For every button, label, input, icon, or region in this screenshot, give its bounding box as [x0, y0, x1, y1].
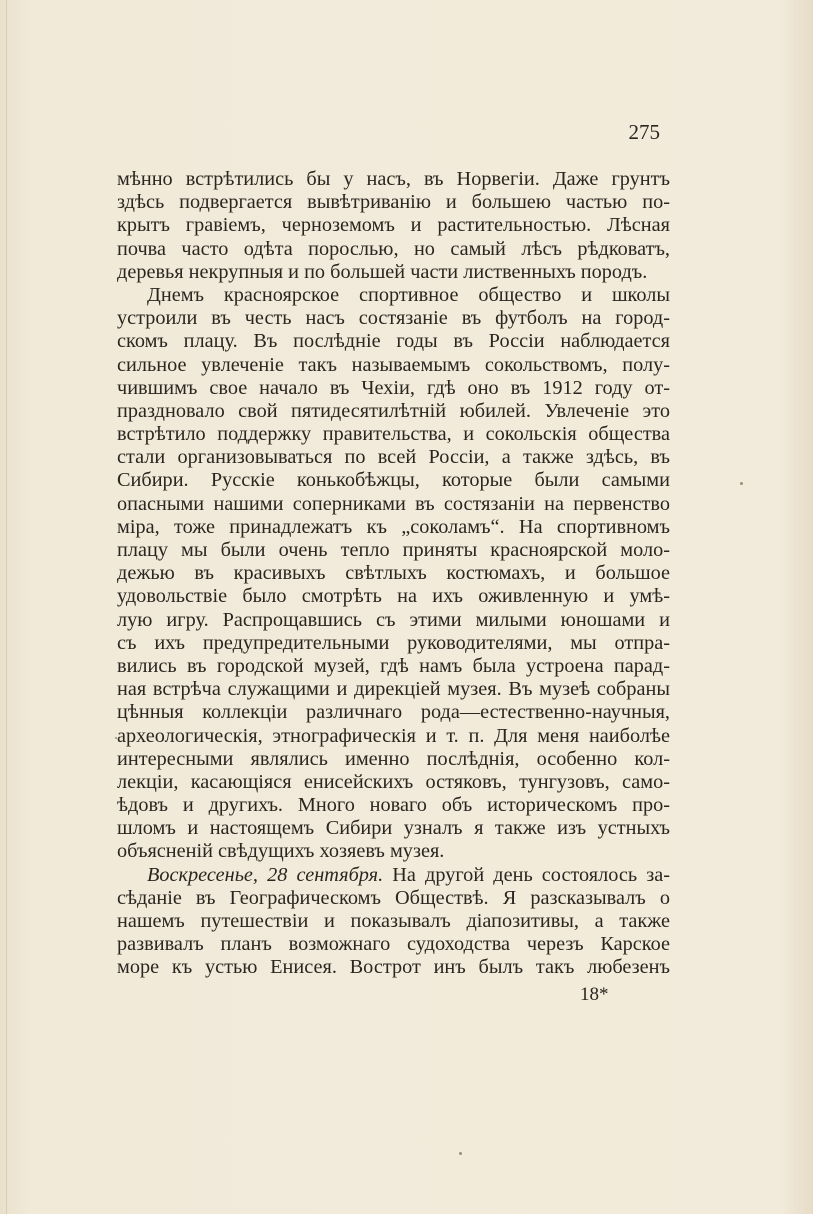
- text-line: здѣсь подвергается вывѣтриванію и большею частью по-: [117, 191, 670, 214]
- text-line: опасными нашими соперниками въ состязаніи на первенство: [117, 492, 670, 515]
- page-number: 275: [628, 120, 660, 144]
- text-line: дежью въ красивыхъ свѣтлыхъ костюмахъ, и большое: [117, 562, 670, 585]
- date-heading: Воскресенье, 28 сентября.: [147, 863, 384, 886]
- body-text: [117, 168, 670, 980]
- text-line: праздновало свой пятидесятилѣтній юбилей. Увлеченіе это: [117, 399, 670, 422]
- text-line: сѣданіе въ Географическомъ Обществѣ. Я разсказывалъ о: [117, 886, 670, 909]
- text-line: цѣнныя коллекціи различнаго рода—естественно-научныя,: [117, 701, 670, 724]
- text-line: плацу мы были очень тепло приняты красноярской моло-: [117, 539, 670, 561]
- text-line: почва часто одѣта порослью, но самый лѣсъ рѣдковатъ,: [117, 237, 670, 260]
- paper-speck: [459, 1152, 462, 1155]
- page-edge: [6, 0, 7, 1214]
- text-line: лекціи, касающіяся енисейскихъ остяковъ, тунгузовъ, само-: [117, 770, 670, 793]
- printer-signature-mark: 18*: [580, 984, 609, 1005]
- text-line: ѣдовъ и другихъ. Много новаго объ историческомъ про-: [117, 794, 670, 817]
- text-line: встрѣтило поддержку правительства, и сокольскія общества: [117, 423, 670, 446]
- text-line: деревья некрупныя и по большей части лиственныхъ породъ.: [117, 260, 648, 283]
- text-line: сильное увлеченіе такъ называемымъ сокольствомъ, полу-: [117, 353, 670, 376]
- text-line: стали организовываться по всей Россіи, а также здѣсь, въ: [117, 446, 670, 469]
- paper-speck: [740, 482, 743, 485]
- text-line: чившимъ свое начало въ Чехіи, гдѣ оно въ 1912 году от-: [117, 376, 670, 399]
- text-line: развивалъ планъ возможнаго судоходства черезъ Карское: [117, 933, 670, 956]
- text-line: мѣнно встрѣтились бы у насъ, въ Норвегіи. Даже грунтъ: [117, 168, 670, 190]
- text-line: шломъ и настоящемъ Сибири узналъ я также изъ устныхъ: [117, 817, 670, 840]
- text-line: вились въ городской музей, гдѣ намъ была устроена парад-: [117, 654, 670, 677]
- text-line: міра, тоже принадлежатъ къ „соколамъ“. На спортивномъ: [117, 515, 670, 538]
- text-line: крытъ гравіемъ, черноземомъ и растительностью. Лѣсная: [117, 214, 670, 237]
- text-line: удовольствіе было смотрѣть на ихъ оживленную и умѣ-: [117, 585, 670, 608]
- text-line: объясненій свѣдущихъ хозяевъ музея.: [117, 840, 445, 863]
- text-line: интересными являлись именно послѣднія, особенно кол-: [117, 747, 670, 770]
- text-line: нашемъ путешествіи и показывалъ діапозитивы, а также: [117, 910, 670, 932]
- text-line: Днемъ красноярское спортивное общество и школы: [147, 283, 670, 306]
- text-line: устроили въ честь насъ состязаніе въ футболъ на город-: [117, 307, 670, 330]
- text-line: археологическія, этнографическія и т. п. Для меня наиболѣе: [117, 724, 670, 747]
- text-line: скомъ плацу. Въ послѣдніе годы въ Россіи наблюдается: [117, 330, 670, 353]
- text-line: море къ устью Енисея. Вострот инъ былъ такъ любезенъ: [117, 956, 670, 979]
- paper-speck: [115, 737, 117, 739]
- text-line: съ ихъ предупредительными руководителями, мы отпра-: [117, 631, 670, 654]
- date-line-text: На другой день состоялось за-: [392, 863, 671, 886]
- text-line: ная встрѣча служащими и дирекціей музея. Въ музеѣ собраны: [117, 678, 670, 701]
- text-line: лую игру. Распрощавшись съ этими милыми юношами и: [117, 608, 670, 631]
- text-line: Сибири. Русскіе конькобѣжцы, которые были самыми: [117, 469, 670, 492]
- date-line: [117, 864, 670, 887]
